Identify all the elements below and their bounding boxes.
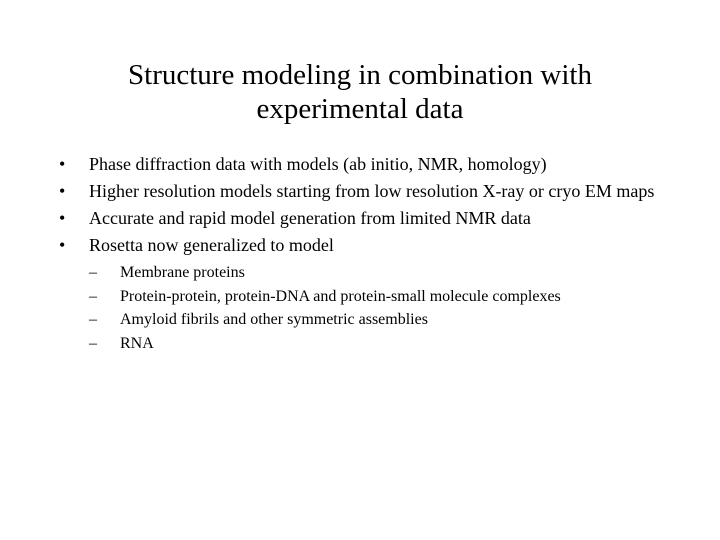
bullet-text: Rosetta now generalized to model	[89, 235, 334, 255]
bullet-text: Phase diffraction data with models (ab initio, NMR, homology)	[89, 154, 547, 174]
bullet-marker: •	[59, 235, 66, 255]
slide-title	[60, 58, 660, 126]
dash-marker: –	[89, 264, 97, 281]
title-line-1: Structure modeling in combination with	[128, 59, 592, 91]
bullet-text: Accurate and rapid model generation from limited NMR data	[89, 208, 531, 228]
dash-marker: –	[89, 287, 97, 305]
sub-bullet-text: Protein-protein, protein-DNA and protein-small molecule complexes	[120, 287, 561, 305]
bullet-list	[59, 152, 679, 358]
sub-bullet-text: Amyloid fibrils and other symmetric assemblies	[120, 311, 428, 328]
bullet-item	[59, 179, 679, 203]
bullet-item	[59, 233, 679, 355]
sub-bullet-item	[89, 285, 679, 309]
bullet-marker: •	[59, 154, 66, 174]
bullet-item	[59, 152, 679, 176]
dash-marker: –	[89, 334, 97, 352]
sub-bullet-item	[89, 308, 679, 332]
sub-bullet-list	[89, 261, 679, 355]
bullet-text: Higher resolution models starting from low resolution X-ray or cryo EM maps	[89, 181, 655, 201]
title-line-2: experimental data	[256, 93, 464, 125]
bullet-marker: •	[59, 181, 66, 201]
sub-bullet-text: Membrane proteins	[120, 264, 245, 281]
sub-bullet-item	[89, 261, 679, 285]
bullet-item	[59, 206, 679, 230]
bullet-marker: •	[59, 208, 66, 228]
dash-marker: –	[89, 311, 97, 328]
sub-bullet-item	[89, 332, 679, 356]
sub-bullet-text: RNA	[120, 334, 154, 352]
